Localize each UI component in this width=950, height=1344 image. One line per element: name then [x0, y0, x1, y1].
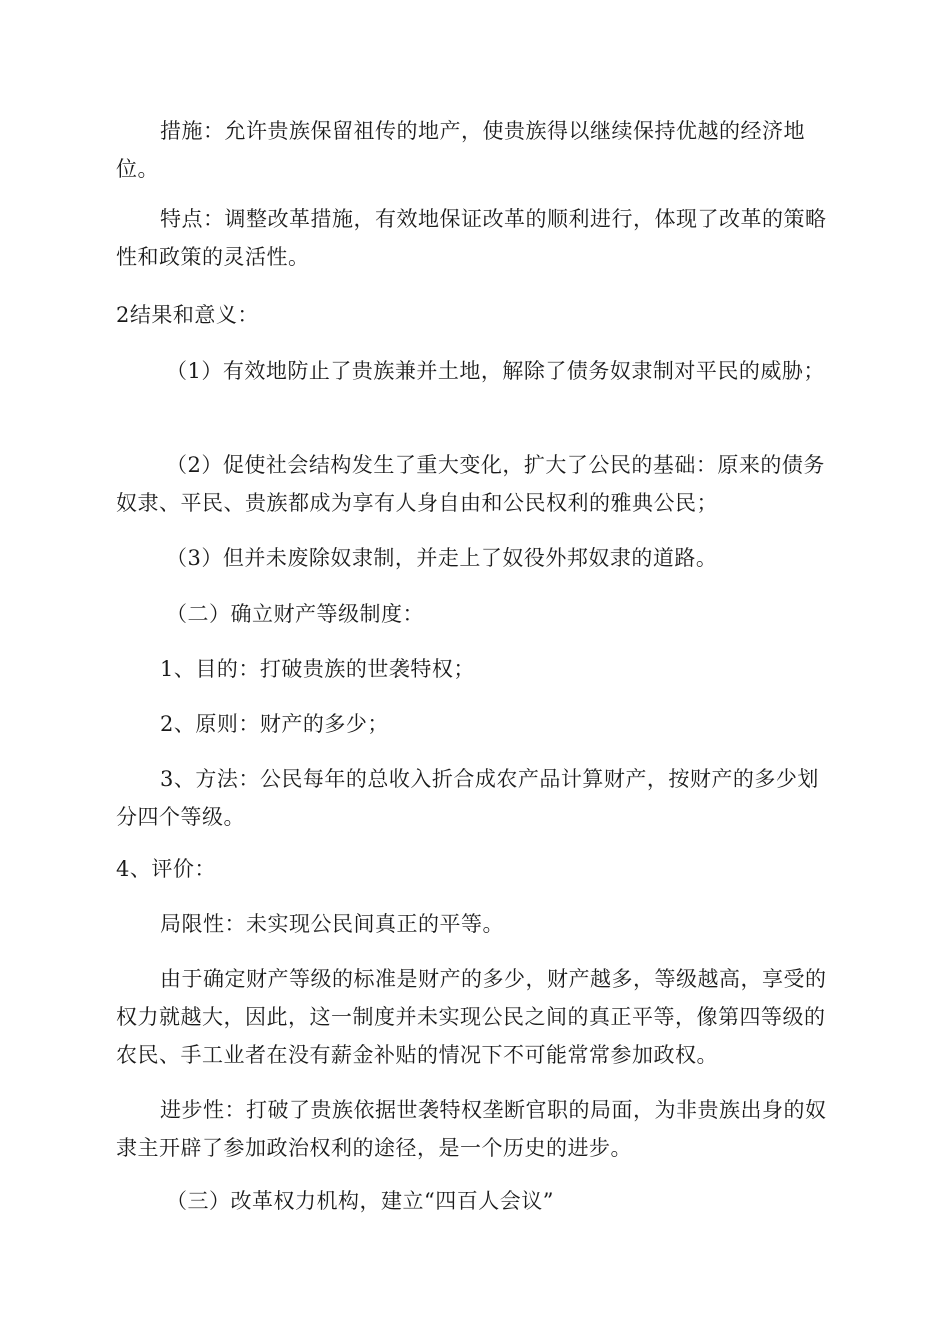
heading-evaluation: 4、评价：: [116, 857, 216, 881]
heading-power-reform: （三）改革权力机构，建立“四百人会议”: [166, 1189, 554, 1213]
paragraph-measures: 措施：允许贵族保留祖传的地产，使贵族得以继续保持优越的经济地位。: [116, 119, 805, 181]
paragraph-result-1: （1）有效地防止了贵族兼并土地，解除了债务奴隶制对平民的威胁；: [166, 359, 825, 383]
paragraph-result-2: （2）促使社会结构发生了重大变化，扩大了公民的基础：原来的债务奴隶、平民、贵族都成为享有人身自由和公民权利的雅典公民；: [116, 453, 825, 515]
paragraph-purpose: 1、目的：打破贵族的世袭特权；: [160, 657, 475, 681]
heading-results-significance: 2结果和意义：: [116, 303, 259, 327]
paragraph-method: 3、方法：公民每年的总收入折合成农产品计算财产，按财产的多少划分四个等级。: [116, 767, 819, 829]
paragraph-limitation-detail: 由于确定财产等级的标准是财产的多少，财产越多，等级越高，享受的权力就越大，因此，这一制度并未实现公民之间的真正平等，像第四等级的农民、手工业者在没有薪金补贴的情况下不可能常常参加政权。: [116, 967, 827, 1067]
paragraph-limitation: 局限性：未实现公民间真正的平等。: [160, 912, 504, 936]
paragraph-progress: 进步性：打破了贵族依据世袭特权垄断官职的局面，为非贵族出身的奴隶主开辟了参加政治权利的途径，是一个历史的进步。: [116, 1098, 827, 1160]
paragraph-principle: 2、原则：财产的多少；: [160, 712, 389, 736]
paragraph-result-3: （3）但并未废除奴隶制，并走上了奴役外邦奴隶的道路。: [166, 546, 718, 570]
paragraph-features: 特点：调整改革措施，有效地保证改革的顺利进行，体现了改革的策略性和政策的灵活性。: [116, 207, 827, 269]
heading-property-classes: （二）确立财产等级制度：: [166, 602, 424, 626]
